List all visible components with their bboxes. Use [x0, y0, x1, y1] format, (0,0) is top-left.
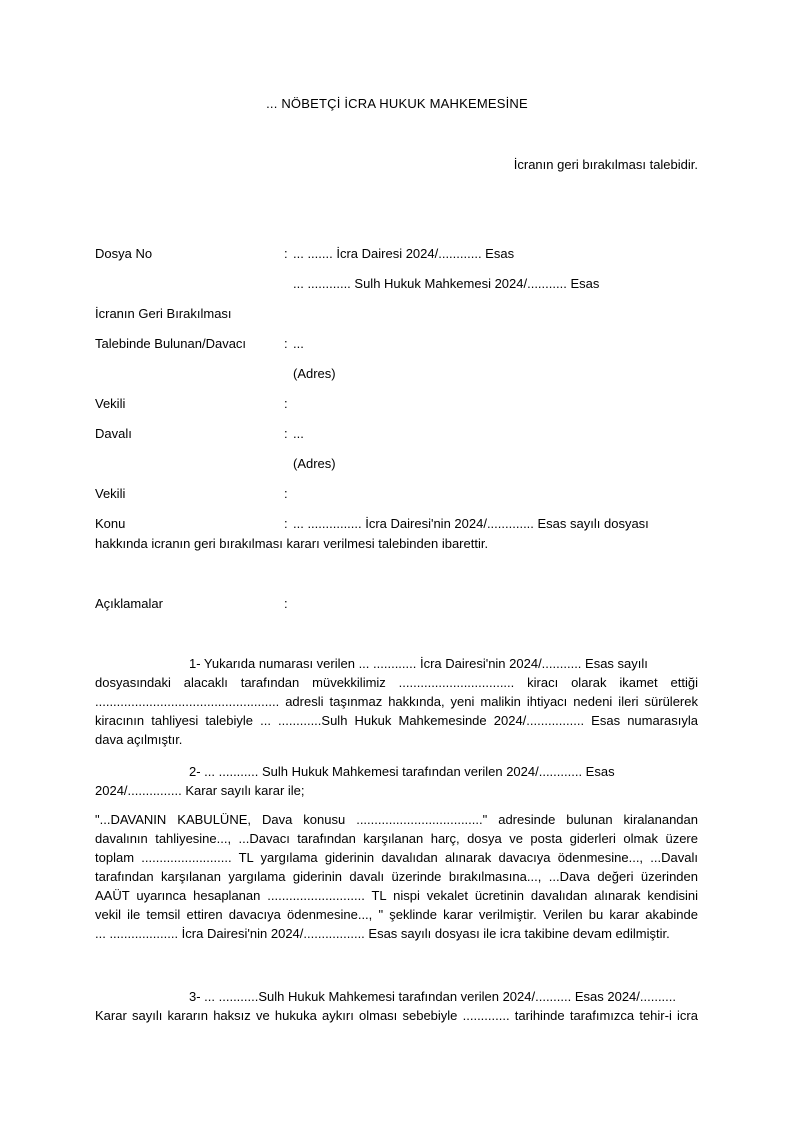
paragraph-3 [95, 987, 698, 1025]
paragraph-line: "...DAVANIN KABULÜNE, Dava konusu ..................................." adresinde bulunan kiralanandan [95, 812, 698, 827]
paragraph-line: ... ................... İcra Dairesi'nin 2024/................. Esas sayılı dosyası ile icra takibine devam edilmiştir. [95, 926, 670, 941]
paragraph-2 [95, 762, 698, 800]
field-colon: : [284, 516, 288, 531]
davaci-adres: (Adres) [293, 366, 336, 381]
konu-continuation: hakkında icranın geri bırakılması kararı verilmesi talebinden ibarettir. [95, 536, 489, 551]
paragraph-line: kiracının tahliyesi talebiyle ... ............Sulh Hukuk Mahkemesinde 2024/................ Esas numarasıyla [95, 713, 698, 728]
paragraph-line: 3- ... ...........Sulh Hukuk Mahkemesi tarafından verilen 2024/.......... Esas 2024/.......... [189, 989, 677, 1004]
talep-label-line1: İcranın Geri Bırakılması [95, 306, 232, 321]
aciklamalar-label: Açıklamalar [95, 596, 163, 611]
court-title: ... NÖBETÇİ İCRA HUKUK MAHKEMESİNE [266, 96, 528, 111]
paragraph-line: tarafından karşılanan yargılama giderinin davalı üzerinde bırakılmasına..., ...Dava değeri üzerinden [95, 869, 698, 884]
field-colon: : [284, 426, 288, 441]
field-colon: : [284, 246, 288, 261]
paragraph-line: 2- ... ........... Sulh Hukuk Mahkemesi tarafından verilen 2024/............ Esas [189, 764, 615, 779]
dosya-no-value-icra: ... ....... İcra Dairesi 2024/............ Esas [293, 246, 515, 261]
field-colon: : [284, 396, 288, 411]
dosya-no-value-mahkeme: ... ............ Sulh Hukuk Mahkemesi 2024/........... Esas [293, 276, 600, 291]
field-colon: : [284, 336, 288, 351]
paragraph-line: toplam ......................... TL yargılama giderinin davalıdan alınarak davacıya ödenmesine..., ...Davalı [95, 850, 698, 865]
paragraph-line: ................................................... adresli taşınmaz hakkında, yeni malikin ihtiyacı nedeni ileri sürülerek [95, 694, 698, 709]
paragraph-line: dosyasındaki alacaklı tarafından müvekkilimiz ................................ kiracı olarak ikamet ettiği [95, 675, 698, 690]
davaci-value: ... [293, 336, 304, 351]
davali-value: ... [293, 426, 304, 441]
davali-adres: (Adres) [293, 456, 336, 471]
davaci-vekili-label: Vekili [95, 396, 126, 411]
talep-label-line2: Talebinde Bulunan/Davacı [95, 336, 247, 351]
konu-label: Konu [95, 516, 126, 531]
paragraph-line: Karar sayılı kararın haksız ve hukuka aykırı olması sebebiyle ............. tarihinde tarafımızca tehir-i icra [95, 1008, 698, 1023]
davali-label: Davalı [95, 426, 132, 441]
davali-vekili-label: Vekili [95, 486, 126, 501]
paragraph-line: vekil ile temsil ettiren davacıya ödenmesine..., " şeklinde karar verilmiştir. Verilen bu karar akabinde [95, 907, 698, 922]
quoted-decision [95, 810, 698, 943]
dosya-no-label: Dosya No [95, 246, 153, 261]
paragraph-line: 1- Yukarıda numarası verilen ... ............ İcra Dairesi'nin 2024/........... Esas sayılı [189, 656, 648, 671]
field-colon: : [284, 486, 288, 501]
field-colon: : [284, 596, 288, 611]
subject-line: İcranın geri bırakılması talebidir. [513, 157, 698, 172]
paragraph-1 [95, 654, 698, 749]
paragraph-line: AAÜT uyarınca hesaplanan ........................... TL nispi vekalet ücretinin davalıdan alınarak kendisini [95, 888, 698, 903]
konu-value: ... ............... İcra Dairesi'nin 2024/............. Esas sayılı dosyası [293, 516, 649, 531]
paragraph-line: 2024/............... Karar sayılı karar ile; [95, 783, 305, 798]
paragraph-line: davalının tahliyesine..., ...Davacı tarafından karşılanan harç, dosya ve posta giderleri olmak üzere [95, 831, 698, 846]
paragraph-line: dava açılmıştır. [95, 732, 183, 747]
